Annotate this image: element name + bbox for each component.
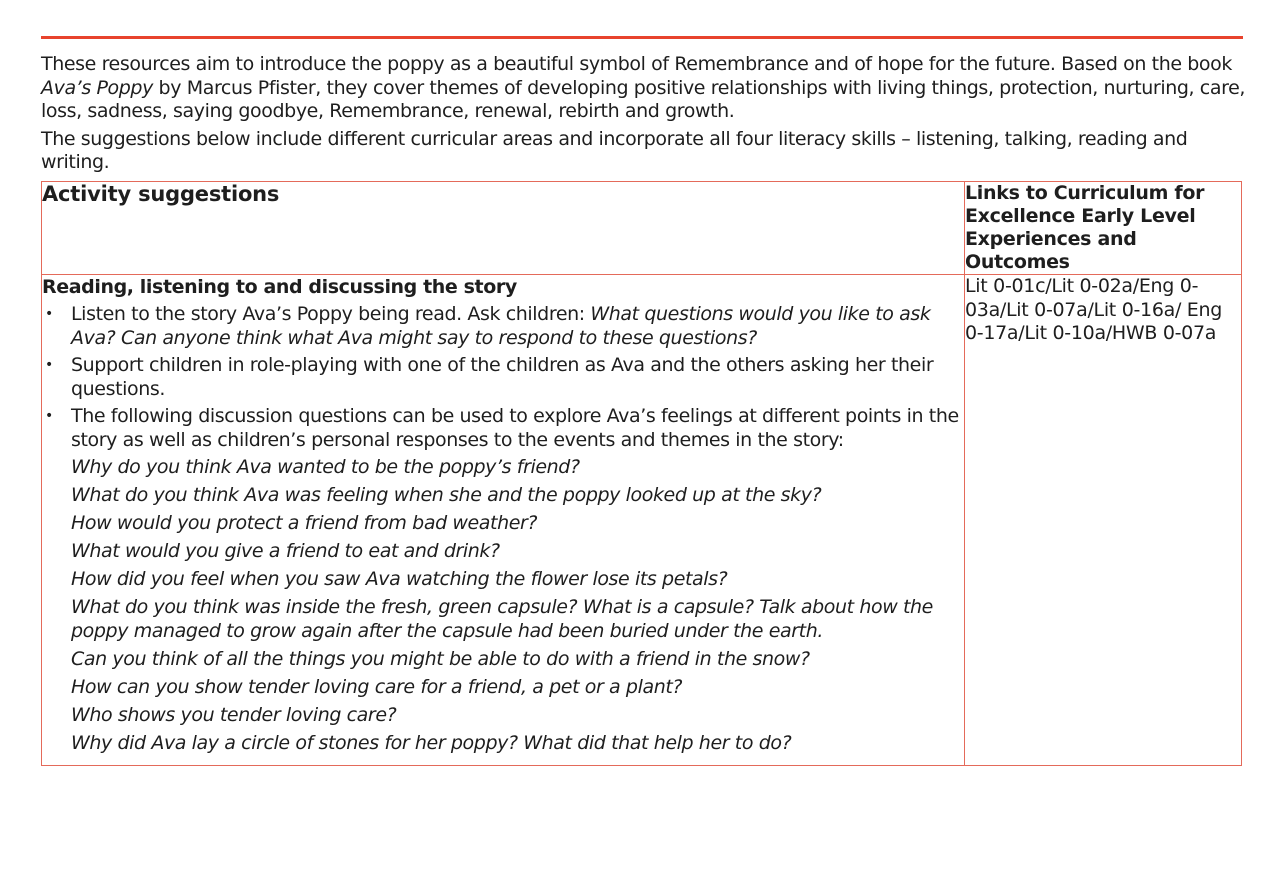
activity-cell — [42, 275, 965, 766]
bullet-icon: • — [45, 408, 53, 424]
intro-paragraph-1 — [41, 53, 1256, 124]
curriculum-links-cell — [965, 275, 1242, 766]
activity-table — [41, 181, 1242, 766]
discussion-question: Who shows you tender loving care? — [71, 704, 397, 726]
curriculum-codes: Lit 0-01c/Lit 0-02a/Eng 0-03a/Lit 0-07a/Lit 0-16a/ Eng 0-17a/Lit 0-10a/HWB 0-07a — [965, 275, 1223, 344]
discussion-question: Why did Ava lay a circle of stones for her poppy? What did that help her to do? — [71, 732, 792, 754]
book-title: Ava’s Poppy — [41, 76, 153, 99]
bullet-icon: • — [45, 306, 53, 322]
bullet-list — [42, 302, 964, 452]
header-rule — [41, 36, 1243, 39]
discussion-question: Why do you think Ava wanted to be the poppy’s friend? — [71, 456, 580, 478]
intro-text — [41, 53, 1256, 175]
bullet-text: The following discussion questions can be used to explore Ava’s feelings at different points in the story as well as children’s personal responses to the events and themes in the story: — [71, 405, 959, 451]
table-header-row — [42, 182, 1242, 275]
bullet-icon: • — [45, 357, 53, 373]
discussion-question: What do you think Ava was feeling when she and the poppy looked up at the sky? — [71, 484, 822, 506]
discussion-question: How can you show tender loving care for a friend, a pet or a plant? — [71, 676, 683, 698]
discussion-question: Can you think of all the things you might be able to do with a friend in the snow? — [71, 648, 810, 670]
bullet-text: Listen to the story Ava’s Poppy being read. Ask children: — [71, 303, 591, 325]
curriculum-links-header: Links to Curriculum for Excellence Early Level Experiences and Outcomes — [965, 182, 1242, 275]
discussion-question: What would you give a friend to eat and drink? — [71, 540, 500, 562]
bullet-text: Support children in role-playing with one of the children as Ava and the others asking her their questions. — [71, 354, 934, 400]
intro-paragraph-2: The suggestions below include different curricular areas and incorporate all four literacy skills – listening, talking, reading and writing. — [41, 127, 1188, 173]
discussion-question: How would you protect a friend from bad weather? — [71, 512, 538, 534]
discussion-question: How did you feel when you saw Ava watching the flower lose its petals? — [71, 568, 728, 590]
activity-suggestions-header: Activity suggestions — [42, 182, 965, 275]
intro-p1-end: by Marcus Pfister, they cover themes of developing positive relationships with living things, protection, nurturing, care, loss, sadness, saying goodbye, Remembrance, renewal, rebirth and growth. — [41, 76, 1245, 122]
discussion-question: What do you think was inside the fresh, green capsule? What is a capsule? Talk about how the poppy managed to grow again after the capsule had been buried under the earth. — [71, 596, 933, 642]
bullet-italic-text: What questions would you like to ask Ava? Can anyone think what Ava might say to respond to these questions? — [71, 303, 931, 349]
table-row — [42, 275, 1242, 766]
section-title: Reading, listening to and discussing the story — [42, 276, 517, 298]
list-item — [42, 302, 964, 350]
intro-p1-start: These resources aim to introduce the poppy as a beautiful symbol of Remembrance and of hope for the future. Based on the book — [41, 53, 1232, 75]
list-item — [42, 404, 964, 452]
list-item — [42, 353, 964, 401]
